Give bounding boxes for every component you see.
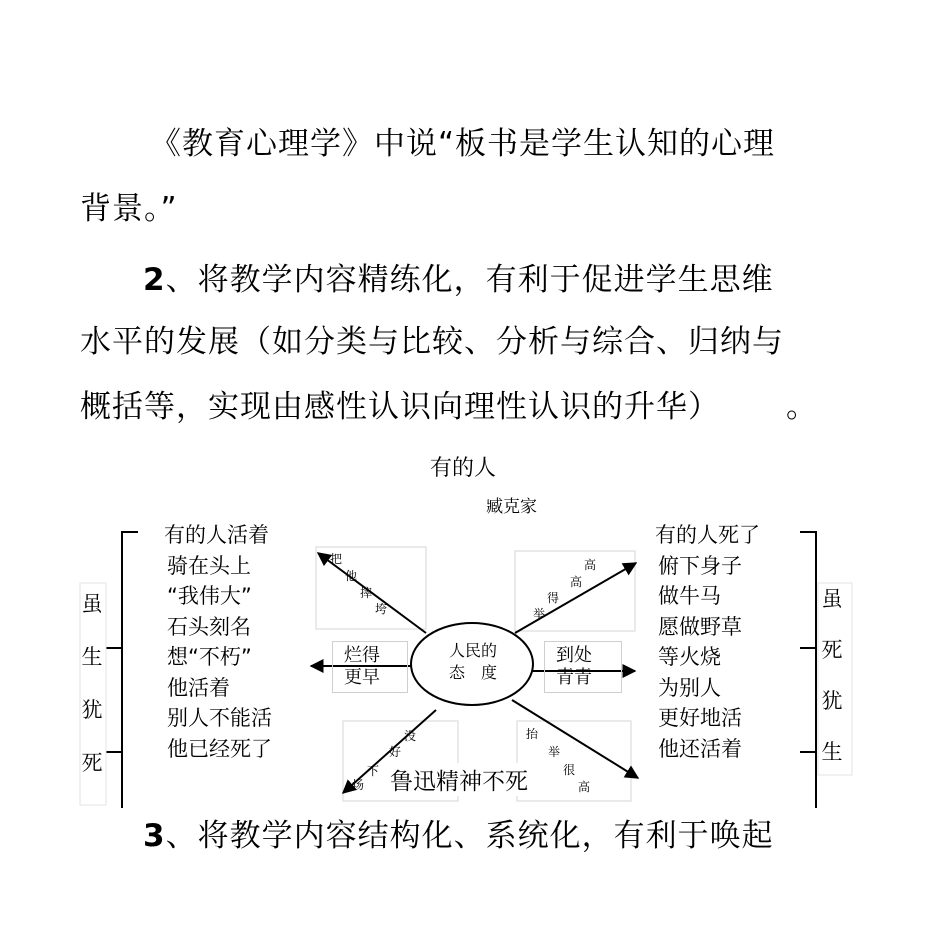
- left-line: 骑在头上: [167, 553, 251, 578]
- right-line: 愿做野草: [658, 614, 742, 639]
- arrow-up-left-char: 把: [330, 552, 343, 566]
- arrow-down-left-char: 下: [367, 764, 380, 778]
- box-left-text: [332, 645, 392, 689]
- right-vertical-label: [820, 574, 844, 778]
- right-vertical-char: 死: [821, 638, 843, 662]
- left-line: 别人不能活: [167, 706, 272, 730]
- box-right-line-1: 到处: [556, 645, 592, 666]
- box-left-line-1: 烂得: [344, 645, 380, 666]
- paragraph-1-line-1: 《教育心理学》中说“板书是学生认知的心理: [150, 126, 776, 162]
- arrow-up-right: [515, 563, 636, 633]
- left-vertical-char: 生: [81, 645, 103, 669]
- arrow-down-right-char: 举: [548, 745, 561, 759]
- arrow-down-left-char: 场: [352, 778, 365, 792]
- arrow-down-left-char: 没: [404, 729, 417, 743]
- bottom-label: 鲁迅精神不死: [388, 763, 530, 796]
- right-vertical-char: 犹: [821, 689, 843, 713]
- item-number: 2: [143, 262, 166, 298]
- box-right-text: [544, 645, 604, 689]
- arrow-down-right-char: 很: [563, 763, 576, 777]
- left-line: 石头刻名: [167, 614, 251, 639]
- right-bracket: [800, 532, 816, 808]
- left-vertical-char: 虽: [81, 592, 103, 616]
- right-vertical-char: 生: [821, 740, 843, 764]
- right-line: 做牛马: [658, 584, 721, 608]
- right-line: 他还活着: [658, 736, 742, 761]
- left-vertical-label: [80, 578, 104, 790]
- arrow-up-left-char: 垮: [375, 602, 388, 616]
- center-line-1: 人民的: [448, 641, 497, 660]
- right-line: 俯下身子: [658, 553, 742, 578]
- right-vertical-char: 虽: [821, 587, 843, 611]
- center-line-2: 态 度: [448, 663, 497, 682]
- box-left-line-2: 更早: [344, 667, 380, 688]
- paragraph-2-line-3: 概括等，实现由感性认识向理性认识的升华）: [80, 389, 720, 425]
- arrow-down-right-char: 高: [578, 780, 591, 794]
- center-label: [433, 640, 513, 684]
- arrow-up-right-char: 举: [533, 607, 546, 621]
- arrow-down-left-char: 好: [389, 745, 402, 759]
- item-number: 3: [143, 818, 166, 854]
- box-right-line-2: 青青: [556, 667, 592, 688]
- paragraph-2-end-mark: 。: [786, 389, 818, 425]
- left-column: [164, 520, 272, 764]
- left-line: 他活着: [167, 675, 230, 700]
- left-line: “我伟大”: [167, 584, 252, 608]
- left-vertical-char: 犹: [81, 698, 103, 722]
- paragraph-3-text: 、将教学内容结构化、系统化，有利于唤起: [165, 818, 774, 854]
- paragraph-3-line-1: [143, 810, 774, 855]
- right-line: 更好地活: [658, 706, 742, 730]
- arrow-up-left-char: 摔: [360, 586, 373, 600]
- arrow-up-left-char: 他: [345, 569, 358, 583]
- right-column: [655, 520, 760, 764]
- paragraph-2-line-2: 水平的发展（如分类与比较、分析与综合、归纳与: [80, 324, 784, 360]
- arrow-up-right-char: 高: [570, 575, 583, 589]
- right-line: 有的人死了: [655, 523, 760, 547]
- arrow-up-right-char: 得: [547, 591, 560, 605]
- arrow-up-right-char: 高: [584, 558, 597, 572]
- right-line: 等火烧: [658, 645, 721, 669]
- left-bracket: [122, 532, 138, 808]
- diagram-title: 有的人: [430, 456, 497, 481]
- arrow-down-right-char: 抬: [526, 727, 539, 741]
- diagram-author: 臧克家: [486, 497, 537, 517]
- right-line: 为别人: [658, 675, 721, 700]
- paragraph-2-text: 、将教学内容精练化，有利于促进学生思维: [165, 262, 774, 298]
- left-line: 他已经死了: [167, 736, 272, 761]
- left-line: 有的人活着: [164, 523, 269, 547]
- left-line: 想“不朽”: [167, 645, 252, 669]
- paragraph-1-line-2: 背景。”: [80, 191, 178, 227]
- left-vertical-char: 死: [81, 751, 103, 775]
